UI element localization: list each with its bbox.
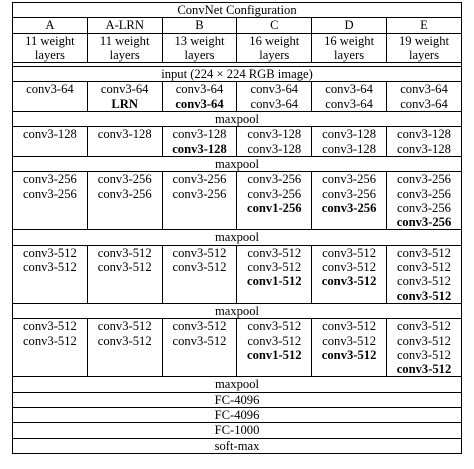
layer-label: conv3-512 xyxy=(397,245,451,260)
config-desc-row xyxy=(13,33,462,63)
config-desc xyxy=(13,33,88,63)
layer-cell xyxy=(87,319,162,377)
config-desc-line: layers xyxy=(109,47,140,62)
config-name-b: B xyxy=(162,18,237,33)
layer-label: conv3-64 xyxy=(26,82,74,97)
config-desc xyxy=(312,33,387,63)
title-row xyxy=(13,3,462,18)
layer-label: conv3-512 xyxy=(22,245,77,260)
layer-cell xyxy=(237,319,312,377)
layer-label: conv3-512 xyxy=(22,333,77,348)
layer-label: conv3-512 xyxy=(322,245,377,260)
layer-label: conv3-64 xyxy=(400,96,448,111)
pool-row xyxy=(13,303,462,318)
layer-cell xyxy=(312,127,387,157)
config-desc-line: layers xyxy=(334,47,365,62)
config-desc xyxy=(162,33,237,63)
layer-cell xyxy=(162,82,237,112)
layer-block-4 xyxy=(13,245,462,303)
tail-row xyxy=(13,438,462,453)
tail-row xyxy=(13,408,462,423)
layer-label: conv3-256 xyxy=(97,186,152,201)
layer-label: conv3-512 xyxy=(397,274,451,289)
input-label: input (224 × 224 RGB image) xyxy=(13,67,462,82)
layer-label: conv3-128 xyxy=(322,141,377,156)
layer-label: conv3-256 xyxy=(397,186,451,201)
layer-label: conv3-256 xyxy=(322,186,377,201)
layer-cell xyxy=(87,172,162,230)
pool-row xyxy=(13,112,462,127)
layer-label: conv3-512 xyxy=(22,260,77,275)
layer-block-2 xyxy=(13,127,462,157)
config-desc-line: 13 weight xyxy=(174,33,225,48)
layer-label: conv3-512 xyxy=(172,319,227,334)
layer-cell xyxy=(162,319,237,377)
layer-block-3 xyxy=(13,172,462,230)
layer-label: conv3-512 xyxy=(397,319,451,334)
layer-label: conv3-512 xyxy=(172,260,227,275)
layer-label: conv3-512 xyxy=(97,260,152,275)
layer-label: conv3-128 xyxy=(172,127,227,142)
layer-block-1 xyxy=(13,82,462,112)
config-name-a-lrn: A-LRN xyxy=(87,18,162,33)
layer-cell xyxy=(386,127,461,157)
config-desc-line: layers xyxy=(408,47,440,62)
layer-label: conv3-128 xyxy=(97,127,152,142)
layer-label: conv3-512 xyxy=(172,333,227,348)
layer-block-5 xyxy=(13,319,462,377)
layer-label: conv3-512 xyxy=(172,245,227,260)
table-title: ConvNet Configuration xyxy=(13,3,462,18)
layer-cell xyxy=(13,319,88,377)
layer-label: conv3-64 xyxy=(175,96,224,111)
layer-label: conv3-512 xyxy=(322,333,377,348)
config-desc-line: layers xyxy=(184,47,215,62)
layer-label: conv3-64 xyxy=(400,82,448,97)
config-desc-line: 16 weight xyxy=(324,33,375,48)
input-row xyxy=(13,67,462,82)
layer-cell xyxy=(237,82,312,112)
layer-cell xyxy=(13,82,88,112)
layer-label: conv3-512 xyxy=(321,274,377,289)
maxpool-label: maxpool xyxy=(13,112,462,127)
layer-label: conv3-128 xyxy=(397,141,451,156)
layer-label: conv3-256 xyxy=(97,172,152,187)
layer-label: conv1-256 xyxy=(247,200,302,215)
layer-cell xyxy=(312,245,387,303)
maxpool-label: maxpool xyxy=(13,303,462,318)
tail-row xyxy=(13,423,462,438)
layer-label: conv3-512 xyxy=(397,333,451,348)
config-desc xyxy=(386,33,461,63)
layer-cell xyxy=(13,127,88,157)
layer-label: conv3-256 xyxy=(321,200,377,215)
layer-cell xyxy=(312,319,387,377)
layer-cell xyxy=(386,245,461,303)
layer-label: conv3-512 xyxy=(397,260,451,275)
layer-label: conv3-128 xyxy=(22,127,77,142)
layer-label: conv3-512 xyxy=(97,245,152,260)
layer-label: conv3-128 xyxy=(247,127,302,142)
config-name-e: E xyxy=(386,18,461,33)
config-desc xyxy=(237,33,312,63)
layer-label: conv3-512 xyxy=(322,260,377,275)
config-name-row xyxy=(13,18,462,33)
layer-label: conv3-512 xyxy=(247,245,302,260)
layer-label: conv3-256 xyxy=(172,186,227,201)
layer-label: conv3-64 xyxy=(100,82,149,97)
layer-cell xyxy=(162,127,237,157)
layer-label: conv3-128 xyxy=(172,141,227,156)
layer-label: conv3-512 xyxy=(22,319,77,334)
config-name-d: D xyxy=(312,18,387,33)
config-name-a: A xyxy=(13,18,88,33)
fc-layer-label: FC-1000 xyxy=(13,423,462,438)
config-desc-line: layers xyxy=(259,47,290,62)
layer-label: conv3-64 xyxy=(250,82,299,97)
fc-layer-label: FC-4096 xyxy=(13,408,462,423)
convnet-config-table xyxy=(12,2,462,454)
pool-row xyxy=(13,156,462,171)
layer-cell xyxy=(162,172,237,230)
layer-label: conv3-512 xyxy=(97,333,152,348)
table-body xyxy=(13,3,462,454)
layer-cell xyxy=(312,82,387,112)
layer-cell xyxy=(386,82,461,112)
config-desc-line: 19 weight xyxy=(398,33,449,48)
layer-cell xyxy=(237,172,312,230)
layer-label: conv3-256 xyxy=(22,186,77,201)
layer-cell xyxy=(13,245,88,303)
layer-label: conv3-128 xyxy=(247,141,302,156)
layer-cell xyxy=(87,127,162,157)
layer-cell xyxy=(87,245,162,303)
layer-label: conv3-512 xyxy=(247,319,302,334)
layer-label: conv3-128 xyxy=(322,127,377,142)
maxpool-label: maxpool xyxy=(13,230,462,245)
layer-label: conv3-64 xyxy=(175,82,224,97)
layer-label: conv3-256 xyxy=(247,172,302,187)
layer-cell xyxy=(386,319,461,377)
pool-row xyxy=(13,230,462,245)
pool-row xyxy=(13,377,462,392)
softmax-label: soft-max xyxy=(13,438,462,453)
config-desc-line: 16 weight xyxy=(249,33,300,48)
layer-label: conv3-512 xyxy=(396,288,452,303)
tail-row xyxy=(13,392,462,407)
layer-label: conv3-256 xyxy=(397,172,451,187)
layer-cell xyxy=(237,127,312,157)
layer-cell xyxy=(312,172,387,230)
layer-label: conv3-64 xyxy=(325,82,373,97)
config-desc-line: layers xyxy=(34,47,65,62)
layer-label: conv3-512 xyxy=(247,260,302,275)
layer-label: conv3-256 xyxy=(22,172,77,187)
layer-label: conv3-256 xyxy=(322,172,377,187)
config-desc xyxy=(87,33,162,63)
layer-cell xyxy=(87,82,162,112)
layer-label: conv3-512 xyxy=(396,362,452,377)
layer-cell xyxy=(237,245,312,303)
layer-label: conv1-512 xyxy=(247,347,302,362)
layer-label: conv3-64 xyxy=(325,96,373,111)
maxpool-label: maxpool xyxy=(13,377,462,392)
layer-label: conv1-512 xyxy=(247,274,302,289)
layer-label: conv3-512 xyxy=(397,347,451,362)
layer-label: conv3-64 xyxy=(250,96,299,111)
layer-label: conv3-256 xyxy=(172,172,227,187)
layer-label: conv3-512 xyxy=(322,319,377,334)
config-name-c: C xyxy=(237,18,312,33)
layer-label: LRN xyxy=(111,96,138,111)
layer-label: conv3-128 xyxy=(397,127,451,142)
fc-layer-label: FC-4096 xyxy=(13,392,462,407)
layer-label: conv3-512 xyxy=(247,333,302,348)
layer-cell xyxy=(162,245,237,303)
layer-label: conv3-256 xyxy=(397,200,451,215)
layer-cell xyxy=(386,172,461,230)
layer-cell xyxy=(13,172,88,230)
layer-label: conv3-256 xyxy=(247,186,302,201)
config-desc-line: 11 weight xyxy=(25,33,75,48)
config-desc-line: 11 weight xyxy=(99,33,150,48)
layer-label: conv3-512 xyxy=(97,319,152,334)
maxpool-label: maxpool xyxy=(13,156,462,171)
layer-label: conv3-256 xyxy=(396,215,452,230)
layer-label: conv3-512 xyxy=(321,347,377,362)
